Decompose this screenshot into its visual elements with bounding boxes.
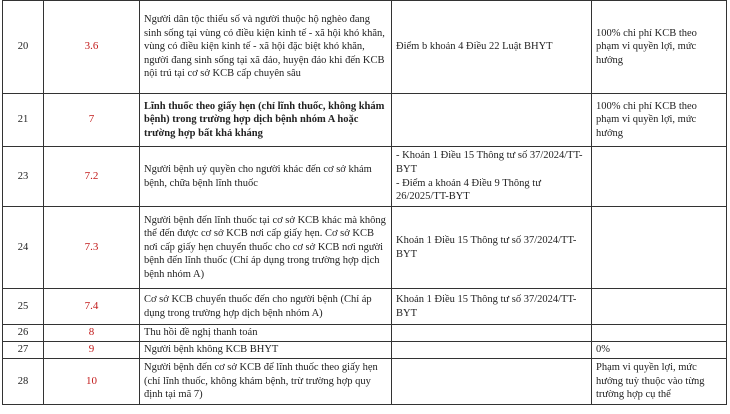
row-content: Người bệnh không KCB BHYT bbox=[140, 342, 392, 359]
row-content: Người bệnh đến cơ sở KCB để lĩnh thuốc theo giấy hẹn (chỉ lĩnh thuốc, không khám bệnh, trừ trường hợp quy định tại mã 7) bbox=[140, 359, 392, 405]
row-legal-basis bbox=[392, 147, 592, 207]
row-benefit bbox=[592, 207, 727, 289]
row-legal-basis bbox=[392, 359, 592, 405]
table-row bbox=[3, 325, 727, 342]
table-row bbox=[3, 342, 727, 359]
legal-basis-line: - Điểm a khoản 4 Điều 9 Thông tư 26/2025/TT-BYT bbox=[396, 177, 541, 203]
row-code: 7.4 bbox=[44, 289, 140, 325]
row-benefit: 100% chi phí KCB theo phạm vi quyền lợi, mức hưởng bbox=[592, 94, 727, 147]
row-legal-basis: Khoản 1 Điều 15 Thông tư số 37/2024/TT-BYT bbox=[392, 207, 592, 289]
row-code: 10 bbox=[44, 359, 140, 405]
row-benefit: Phạm vi quyền lợi, mức hưởng tuỳ thuộc vào từng trường hợp cụ thể bbox=[592, 359, 727, 405]
row-legal-basis: Khoản 1 Điều 15 Thông tư số 37/2024/TT-BYT bbox=[392, 289, 592, 325]
insurance-table bbox=[2, 0, 727, 405]
row-benefit bbox=[592, 289, 727, 325]
row-legal-basis bbox=[392, 342, 592, 359]
row-content: Người dân tộc thiểu số và người thuộc hộ nghèo đang sinh sống tại vùng có điều kiện kinh tế - xã hội khó khăn, vùng có điều kiện kinh tế - xã hội đặc biệt khó khăn, người đang sinh sống tại xã đảo, huyện đảo khi đến KCB nội trú tại cơ sở KCB cấp chuyên sâu bbox=[140, 1, 392, 94]
row-benefit bbox=[592, 325, 727, 342]
table-row bbox=[3, 289, 727, 325]
table-row bbox=[3, 1, 727, 94]
table-row bbox=[3, 94, 727, 147]
table-row bbox=[3, 359, 727, 405]
row-code: 7.2 bbox=[44, 147, 140, 207]
row-number: 20 bbox=[3, 1, 44, 94]
row-content: Người bệnh uỷ quyền cho người khác đến cơ sở khám bệnh, chữa bệnh lĩnh thuốc bbox=[140, 147, 392, 207]
row-legal-basis bbox=[392, 325, 592, 342]
row-legal-basis bbox=[392, 94, 592, 147]
row-number: 25 bbox=[3, 289, 44, 325]
row-code: 3.6 bbox=[44, 1, 140, 94]
row-code: 9 bbox=[44, 342, 140, 359]
row-benefit bbox=[592, 147, 727, 207]
row-content: Người bệnh đến lĩnh thuốc tại cơ sở KCB khác mà không thể đến được cơ sở KCB nơi cấp giấy hẹn. Cơ sở KCB nơi cấp giấy hẹn chuyển thuốc cho cơ sở KCB nơi người bệnh đến lĩnh thuốc (Chỉ áp dụng trong trường hợp dịch bệnh nhóm A) bbox=[140, 207, 392, 289]
row-number: 23 bbox=[3, 147, 44, 207]
table-row bbox=[3, 207, 727, 289]
row-number: 24 bbox=[3, 207, 44, 289]
legal-basis-line: - Khoản 1 Điều 15 Thông tư số 37/2024/TT-BYT bbox=[396, 150, 583, 175]
row-code: 7.3 bbox=[44, 207, 140, 289]
row-number: 26 bbox=[3, 325, 44, 342]
row-number: 21 bbox=[3, 94, 44, 147]
table-row bbox=[3, 147, 727, 207]
row-legal-basis: Điểm b khoản 4 Điều 22 Luật BHYT bbox=[392, 1, 592, 94]
row-content: Thu hồi đề nghị thanh toán bbox=[140, 325, 392, 342]
row-content: Cơ sở KCB chuyển thuốc đến cho người bệnh (Chỉ áp dụng trong trường hợp dịch bệnh nhóm A) bbox=[140, 289, 392, 325]
row-number: 27 bbox=[3, 342, 44, 359]
row-content: Lĩnh thuốc theo giấy hẹn (chỉ lĩnh thuốc, không khám bệnh) trong trường hợp dịch bệnh nhóm A hoặc trường hợp bất khả kháng bbox=[140, 94, 392, 147]
row-benefit: 100% chi phí KCB theo phạm vi quyền lợi, mức hưởng bbox=[592, 1, 727, 94]
row-number: 28 bbox=[3, 359, 44, 405]
row-code: 7 bbox=[44, 94, 140, 147]
row-benefit: 0% bbox=[592, 342, 727, 359]
row-code: 8 bbox=[44, 325, 140, 342]
